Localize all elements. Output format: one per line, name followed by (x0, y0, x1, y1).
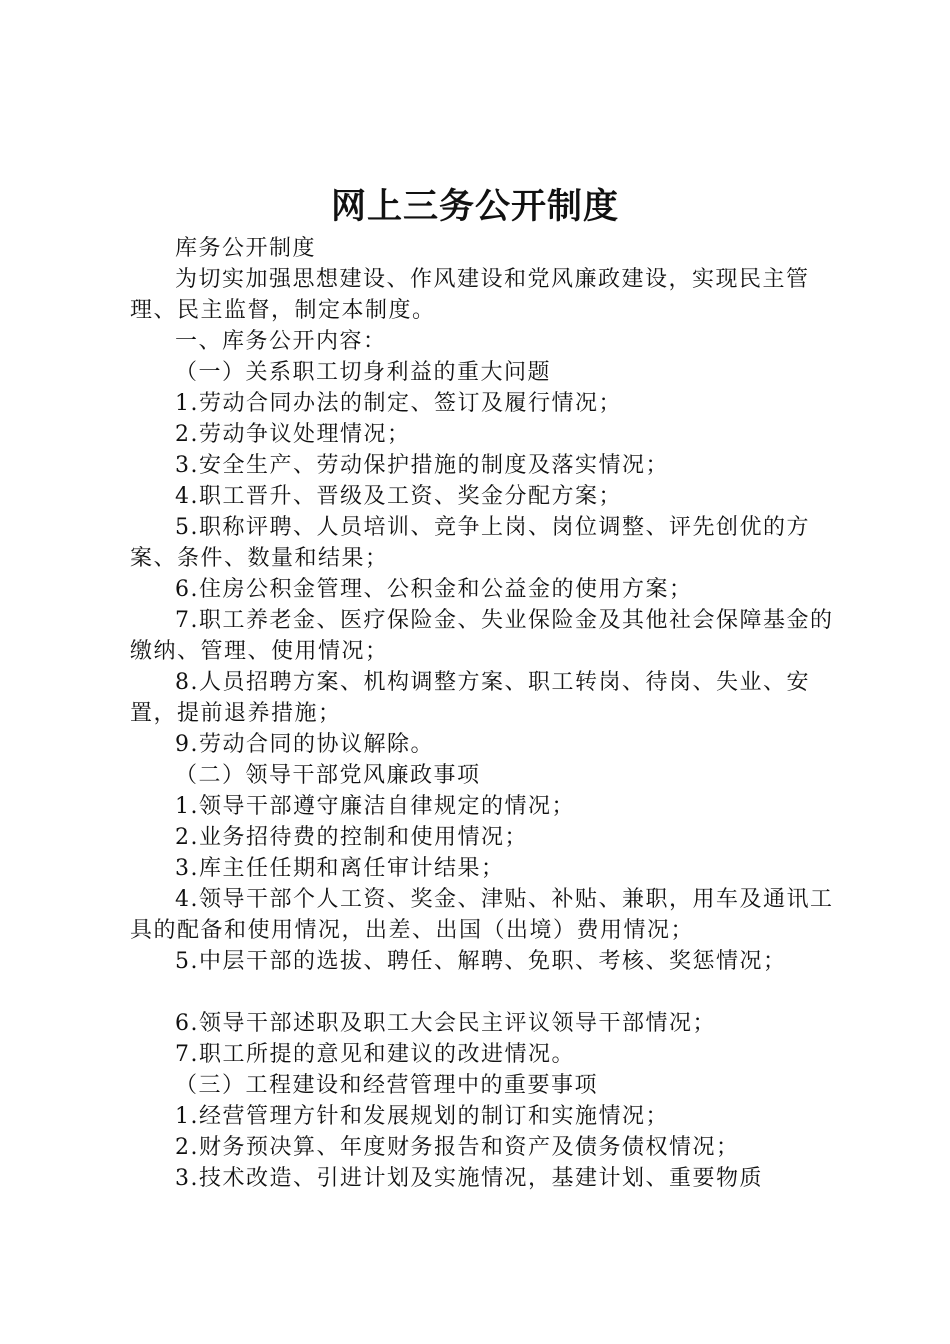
list-item: 3.安全生产、劳动保护措施的制度及落实情况； (175, 453, 669, 478)
list-item: 3.库主任任期和离任审计结果； (175, 856, 505, 881)
list-item: 4.领导干部个人工资、奖金、津贴、补贴、兼职，用车及通讯工具的配备和使用情况，出差、出国（出境）费用情况； (130, 887, 834, 943)
list-item: 6.领导干部述职及职工大会民主评议领导干部情况； (175, 1011, 716, 1036)
list-item: 3.技术改造、引进计划及实施情况，基建计划、重要物质 (175, 1166, 763, 1191)
list-item: 9.劳动合同的协议解除。 (175, 732, 434, 757)
list-item: 7.职工所提的意见和建议的改进情况。 (175, 1042, 575, 1067)
list-item: 2.劳动争议处理情况； (175, 422, 411, 447)
list-item: 2.财务预决算、年度财务报告和资产及债务债权情况； (175, 1135, 740, 1160)
list-item: 5.中层干部的选拔、聘任、解聘、免职、考核、奖惩情况； (175, 949, 787, 974)
list-item: 4.职工晋升、晋级及工资、奖金分配方案； (175, 484, 622, 509)
list-item: 1.领导干部遵守廉洁自律规定的情况； (175, 794, 575, 819)
list-item: 6.住房公积金管理、公积金和公益金的使用方案； (175, 577, 693, 602)
list-item: 2.业务招待费的控制和使用情况； (175, 825, 528, 850)
paragraph-subheading-3: （三）工程建设和经营管理中的重要事项 (175, 1073, 599, 1098)
list-item: 1.经营管理方针和发展规划的制订和实施情况； (175, 1104, 669, 1129)
paragraph-subheading-1: （一）关系职工切身利益的重大问题 (175, 360, 552, 385)
list-item: 5.职称评聘、人员培训、竞争上岗、岗位调整、评先创优的方案、条件、数量和结果； (130, 515, 810, 571)
paragraph-section-title: 库务公开制度 (175, 236, 317, 261)
list-item: 1.劳动合同办法的制定、签订及履行情况； (175, 391, 622, 416)
paragraph-heading-1: 一、库务公开内容： (175, 329, 387, 354)
paragraph-subheading-2: （二）领导干部党风廉政事项 (175, 763, 481, 788)
list-item: 7.职工养老金、医疗保险金、失业保险金及其他社会保障基金的缴纳、管理、使用情况； (130, 608, 834, 664)
document-title: 网上三务公开制度 (330, 187, 619, 227)
blank-line (130, 977, 845, 1008)
paragraph-intro: 为切实加强思想建设、作风建设和党风廉政建设，实现民主管理、民主监督，制定本制度。 (130, 267, 810, 323)
list-item: 8.人员招聘方案、机构调整方案、职工转岗、待岗、失业、安置，提前退养措施； (130, 670, 810, 726)
document-body (130, 233, 845, 1194)
